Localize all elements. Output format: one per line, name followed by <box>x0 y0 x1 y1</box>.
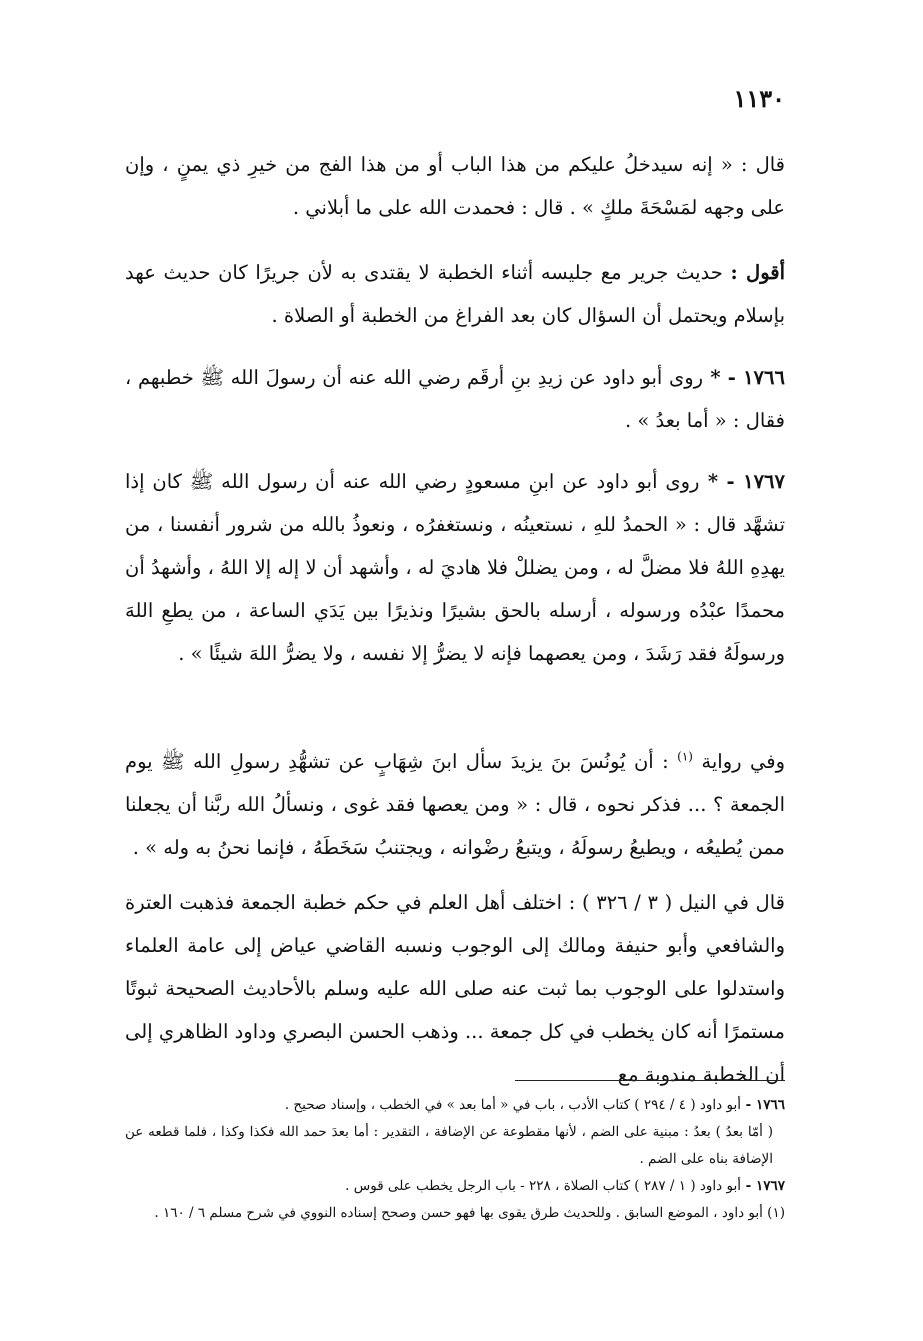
quote-paragraph: قال : « إنه سيدخلُ عليكم من هذا الباب أو من هذا الفج من خيرِ ذي يمنٍ ، وإن على وجهه لمَسْحَةَ ملكٍ » . قال : فحمدت الله على ما أبلاني . <box>125 153 785 219</box>
hadith-1766-number: ١٧٦٦ - * <box>703 366 785 389</box>
hadith-1767-text: روى أبو داود عن ابنِ مسعودٍ رضي الله عنه أن رسول الله ﷺ كان إذا تشهَّد قال : « الحمدُ للهِ ، نستعينُه ، ونستغفرُه ، ونعوذُ بالله من شرور أنفسنا ، من يهدِهِ اللهُ فلا مضلَّ له ، ومن يضللْ فلا هاديَ له ، وأشهد أن لا إله إلا اللهُ ، وأشهدُ أن محمدًا عبْدُه ورسوله ، أرسله بالحق بشيرًا ونذيرًا بين يَدَي الساعة ، من يطعِ اللهَ ورسولَهُ فقد رَشَدَ ، ومن يعصهما فإنه لا يضرُّ إلا نفسه ، ولا يضرُّ اللهَ شيئًا » . <box>125 470 785 665</box>
hadith-1767-number: ١٧٦٧ - * <box>699 470 785 493</box>
footnote-1766-note: ( أمّا بعدُ ) بعدُ : مبنية على الضم ، لأنها مقطوعة عن الإضافة ، التقدير : أما بعدَ حمد الله فكذا وكذا ، فلما قطعه عن الإضافة بناه على الضم . <box>125 1124 773 1167</box>
aqul-paragraph <box>125 251 785 337</box>
hadith-1766-paragraph <box>125 356 785 442</box>
riwaya-paragraph <box>125 740 785 869</box>
footnote-1766-number: ١٧٦٦ - <box>740 1097 785 1113</box>
footnote-1767-number: ١٧٦٧ - <box>740 1178 785 1194</box>
footnote-marker: (١) <box>677 749 693 764</box>
nayl-paragraph: قال في النيل ( ٣ / ٣٢٦ ) : اختلف أهل العلم في حكم خطبة الجمعة فذهبت العترة والشافعي وأبو حنيفة ومالك إلى الوجوب ونسبه القاضي عياض إلى عامة العلماء واستدلوا على الوجوب بما ثبت عنه صلى الله عليه وسلم بالأحاديث الصحيحة ثبوتًا مستمرًا أنه كان يخطب في كل جمعة ... وذهب الحسن البصري وداود الظاهري إلى أن الخطبة مندوبة مع <box>125 891 785 1086</box>
footnote-divider <box>515 1080 785 1081</box>
footnote-1767 <box>125 1173 785 1200</box>
riwaya-text: : أن يُونُسَ بنَ يزيدَ سأل ابنَ شِهَابٍ عن تشهُّدِ رسولِ الله ﷺ يوم الجمعة ؟ ... فذكر نحوه ، قال : « ومن يعصها فقد غوى ، ونسألُ الله ربَّنا أن يجعلنا ممن يُطيعُه ، ويطيعُ رسولَهُ ، ويتبعُ رضْوانه ، ويجتنبُ سَخَطَهُ ، فإنما نحنُ به وله » . <box>125 750 785 859</box>
footnotes-section <box>125 1092 785 1227</box>
riwaya-intro: وفي رواية <box>692 750 785 773</box>
footnote-1: (١) أبو داود ، الموضع السابق . وللحديث طرق يقوى بها فهو حسن وصحح إسناده النووي في شرح مسلم ٦ / ١٦٠ . <box>154 1205 785 1221</box>
footnote-1766 <box>125 1092 785 1119</box>
hadith-1767-paragraph <box>125 460 785 675</box>
hadith-1766-text: روى أبو داود عن زيدِ بنِ أرقَم رضي الله عنه أن رسولَ الله ﷺ خطبهم ، فقال : « أما بعدُ » . <box>125 366 785 432</box>
page-number: ١١٣٠ <box>733 84 785 113</box>
footnote-1767-text: أبو داود ( ١ / ٢٨٧ ) كتاب الصلاة ، ٢٢٨ - باب الرجل يخطب على قوس . <box>345 1178 741 1194</box>
footnote-1766-text: أبو داود ( ٤ / ٢٩٤ ) كتاب الأدب ، باب في « أما بعد » في الخطب ، وإسناد صحيح . <box>284 1097 741 1113</box>
aqul-label: أقول : <box>730 261 786 284</box>
aqul-text: حديث جرير مع جليسه أثناء الخطبة لا يقتدى به لأن جريرًا كان حديث عهد بإسلام ويحتمل أن السؤال كان بعد الفراغ من الخطبة أو الصلاة . <box>125 261 785 327</box>
